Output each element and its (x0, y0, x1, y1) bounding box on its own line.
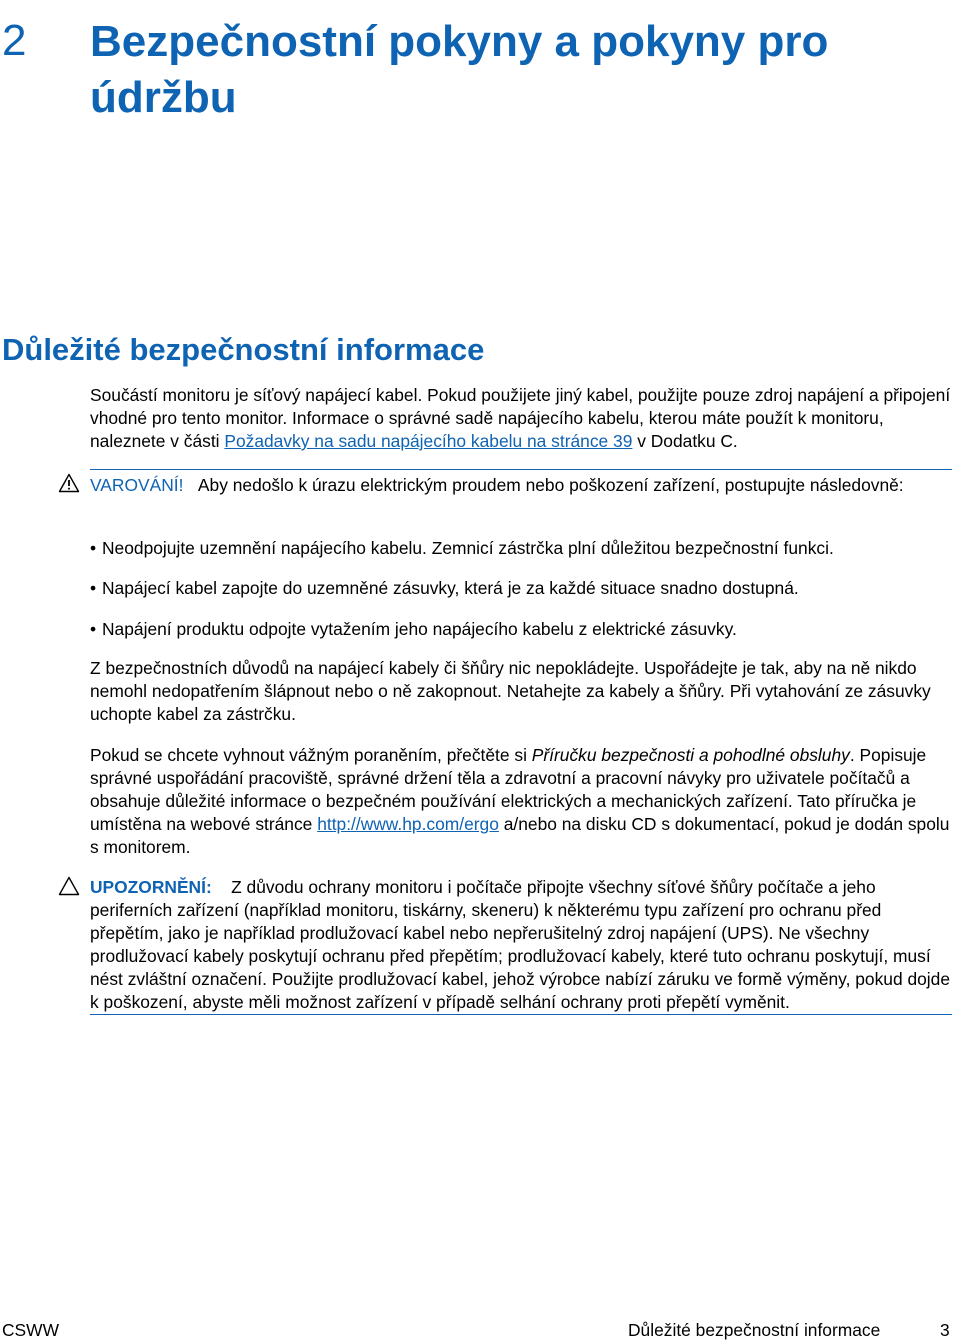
footer-doc-code: CSWW (2, 1320, 59, 1340)
intro-text-end: v Dodatku C. (632, 431, 738, 451)
list-item (90, 537, 950, 560)
footer-section-title: Důležité bezpečnostní informace (628, 1320, 881, 1340)
list-item-text: Neodpojujte uzemnění napájecího kabelu. Zemnicí zástrčka plní důležitou bezpečnostní funkci. (102, 538, 834, 558)
chapter-number: 2 (2, 16, 27, 65)
bullet-dot: • (90, 619, 97, 639)
caution-text: Z důvodu ochrany monitoru i počítače připojte všechny síťové šňůry počítače a jeho periferních zařízení (například monitoru, tiskárny, skeneru) k některému typu zařízení pro ochranu před přepětím, jako je například prodlužovací kabel nebo nepřerušitelný zdroj napájení (UPS). Ne všechny prodlužovací kabely poskytují ochranu před přepětím; prodlužovací kabely, které tuto ochranu poskytují, musí nést zvláštní označení. Použijte prodlužovací kabel, jehož výrobce nabízí záruku ve formě výměny, pokud dojde k poškození, abyste měli možnost zařízení v případě selhání ochrany proti přepětí vyměnit. (90, 877, 951, 1012)
list-item (90, 618, 950, 641)
warning-note (90, 474, 958, 497)
list-item (90, 577, 950, 600)
safety-text-end: a/nebo na disku CD s dokumentací, pokud je dodán spolu s monitorem. (90, 814, 950, 857)
section-title: Důležité bezpečnostní informace (2, 332, 485, 367)
caution-label: UPOZORNĚNÍ: (90, 877, 212, 897)
bullet-dot: • (90, 538, 97, 558)
chapter-title: Bezpečnostní pokyny a pokyny pro údržbu (90, 17, 829, 122)
warning-triangle-icon (58, 473, 80, 498)
safety-text: Pokud se chcete vyhnout vážným poraněním, přečtěte si (90, 745, 532, 765)
caution-triangle-icon (58, 876, 80, 901)
caution-bottom-rule (90, 1014, 952, 1015)
intro-text: Součástí monitoru je síťový napájecí kabel. Pokud použijete jiný kabel, použijte pouze zdroj napájení a připojení vhodné pro tento monitor. Informace o správné sadě napájecího kabelu, kterou máte použít k monitoru, naleznete v části (90, 385, 951, 451)
warning-top-rule (90, 469, 952, 470)
safety-text-middle: . Popisuje správné uspořádání pracoviště, správné držení těla a zdravotní a pracovní návyky pro uživatele počítačů a obsahuje důležité informace o bezpečném používání elektrických a mechanických zařízení. Tato příručka je umístěna na webové stránce (90, 745, 927, 834)
bullet-dot: • (90, 578, 97, 598)
list-item-text: Napájecí kabel zapojte do uzemněné zásuvky, která je za každé situace snadno dostupná. (102, 578, 799, 598)
power-cord-requirements-link[interactable]: Požadavky na sadu napájecího kabelu na stránce 39 (224, 431, 633, 451)
footer-page-number: 3 (940, 1320, 950, 1340)
ergo-url-link[interactable]: http://www.hp.com/ergo (317, 814, 499, 834)
warning-label: VAROVÁNÍ! (90, 475, 184, 495)
cords-paragraph: Z bezpečnostních důvodů na napájecí kabely či šňůry nic nepokládejte. Uspořádejte je tak, aby na ně nikdo nemohl nedopatřením šlápnout nebo o ně zakopnout. Netahejte za kabely a šňůry. Při vytahování ze zásuvky uchopte kabel za zástrčku. (90, 658, 931, 724)
caution-note (90, 876, 956, 1014)
warning-text: Aby nedošlo k úrazu elektrickým proudem nebo poškození zařízení, postupujte následovně: (197, 475, 904, 495)
safety-guide-paragraph (90, 744, 958, 859)
intro-paragraph (90, 384, 958, 453)
safety-guide-title: Příručku bezpečnosti a pohodlné obsluhy (531, 745, 850, 765)
list-item-text: Napájení produktu odpojte vytažením jeho napájecího kabelu z elektrické zásuvky. (102, 619, 737, 639)
